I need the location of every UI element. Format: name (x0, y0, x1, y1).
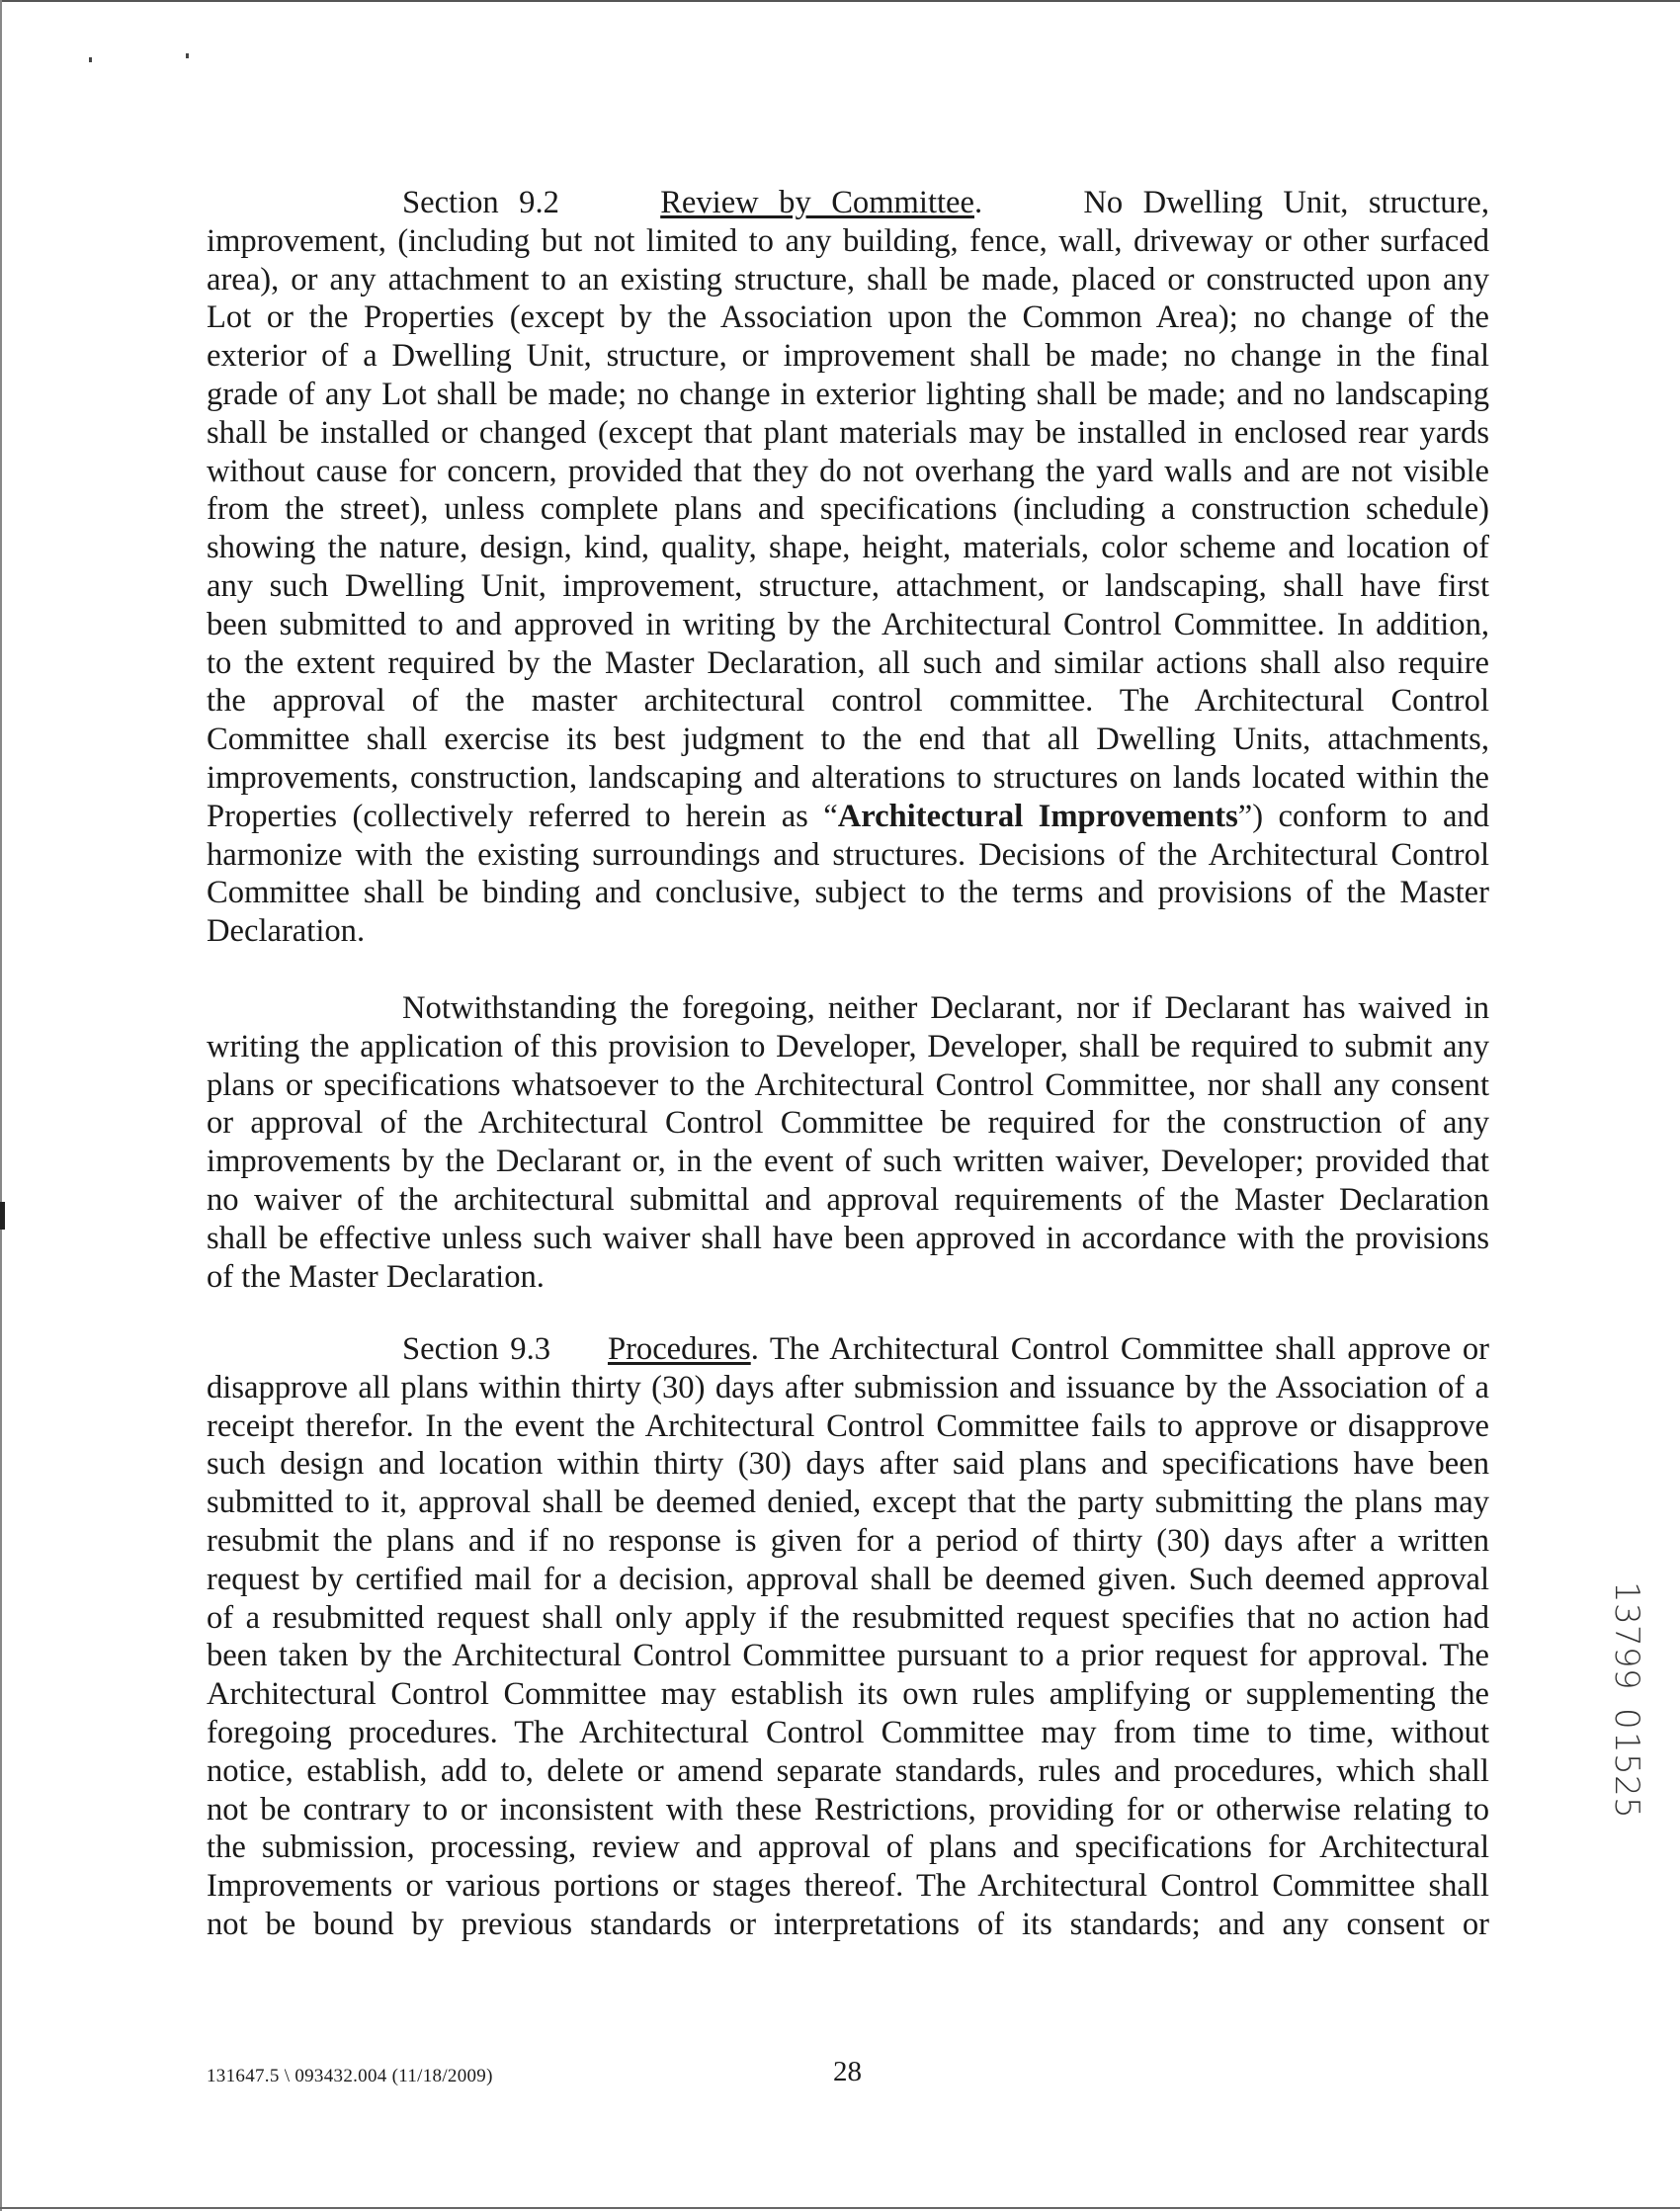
section-9-3-line: notice, establish, add to, delete or amend separate standards, rules and procedures, which shall (207, 1752, 1489, 1789)
notwithstanding-line: shall be effective unless such waiver shall have been approved in accordance with the provisions (207, 1220, 1489, 1256)
section-9-3-paragraph (207, 1330, 1489, 1944)
stamp-digit: 2 (1607, 1775, 1646, 1797)
notwithstanding-paragraph (207, 989, 1489, 1296)
scan-speck (186, 53, 189, 58)
page-number: 28 (833, 2056, 862, 2087)
section-9-3-first-line (207, 1330, 1489, 1369)
section-9-2-line: without cause for concern, provided that they do not overhang the yard walls and are not visible (207, 453, 1489, 489)
footer-document-id: 131647.5 \ 093432.004 (11/18/2009) (207, 2066, 493, 2086)
section-9-2-line: improvements, construction, landscaping and alterations to structures on lands located within the (207, 759, 1489, 796)
notwithstanding-line: plans or specifications whatsoever to the Architectural Control Committee, nor shall any consent (207, 1066, 1489, 1103)
section-9-3-line: receipt therefor. In the event the Architectural Control Committee fails to approve or disapprove (207, 1407, 1489, 1444)
stamp-digit: 9 (1607, 1647, 1646, 1668)
section-9-2-line-text: No Dwelling Unit, structure, (1083, 185, 1489, 220)
section-9-2-line: harmonize with the existing surroundings and structures. Decisions of the Architectural Control (207, 836, 1489, 873)
section-9-3-line: disapprove all plans within thirty (30) days after submission and issuance by the Association of a (207, 1369, 1489, 1405)
section-9-3-line: of a resubmitted request shall only apply if the resubmitted request specifies that no action had (207, 1599, 1489, 1636)
section-9-3-line: resubmit the plans and if no response is given for a period of thirty (30) days after a written (207, 1522, 1489, 1559)
section-9-2-line: showing the nature, design, kind, quality, shape, height, materials, color scheme and location of (207, 530, 1489, 566)
section-9-2-line: improvement, (including but not limited to any building, fence, wall, driveway or other surfaced (207, 222, 1489, 259)
section-9-2-line: been submitted to and approved in writing by the Architectural Control Committee. In addition, (207, 606, 1489, 642)
recording-number-stamp (1607, 1581, 1656, 1858)
scan-edge-tick (0, 1202, 5, 1230)
section-9-2-title: Review by Committee (660, 185, 974, 220)
section-9-2-line: from the street), unless complete plans and specifications (including a construction schedule) (207, 491, 1489, 528)
stamp-digit: 5 (1607, 1797, 1646, 1819)
section-9-3-line: the submission, processing, review and approval of plans and specifications for Architectural (207, 1829, 1489, 1866)
section-9-2-line: shall be installed or changed (except that plant materials may be installed in enclosed rear yards (207, 414, 1489, 451)
section-9-2-line: the approval of the master architectural control committee. The Architectural Control (207, 683, 1489, 720)
section-9-3-line: such design and location within thirty (30) days after said plans and specifications have been (207, 1446, 1489, 1483)
scan-edge-left (0, 0, 2, 2211)
section-9-3-line: been taken by the Architectural Control Committee pursuant to a prior request for approval. The (207, 1638, 1489, 1674)
stamp-digit: 1 (1607, 1732, 1646, 1753)
section-9-2-line: exterior of a Dwelling Unit, structure, or improvement shall be made; no change in the final (207, 338, 1489, 375)
stamp-digit: 0 (1607, 1708, 1646, 1730)
section-9-3-label: Section 9.3 (402, 1331, 551, 1367)
section-9-3-line: request by certified mail for a decision, approval shall be deemed given. Such deemed approval (207, 1561, 1489, 1597)
defined-term-post: ”) conform to and (1237, 798, 1489, 834)
section-9-2-line: Committee shall exercise its best judgment to the end that all Dwelling Units, attachments, (207, 722, 1489, 758)
notwithstanding-line: no waiver of the architectural submittal and approval requirements of the Master Declaration (207, 1181, 1489, 1218)
notwithstanding-first-line (207, 989, 1489, 1028)
section-9-2-paragraph (207, 184, 1489, 951)
stamp-digit: 7 (1607, 1625, 1646, 1647)
stamp-digit: 5 (1607, 1753, 1646, 1775)
notwithstanding-line: writing the application of this provision to Developer, Developer, shall be required to submit any (207, 1028, 1489, 1064)
section-9-3-line-text: . The Architectural Control Committee shall approve or (750, 1331, 1489, 1367)
defined-term-architectural-improvements: Architectural Improvements (837, 798, 1238, 834)
stamp-digit: 9 (1607, 1668, 1646, 1690)
section-9-2-line: Lot or the Properties (except by the Association upon the Common Area); no change of the (207, 299, 1489, 336)
section-9-2-line: area), or any attachment to an existing structure, shall be made, placed or constructed upon any (207, 261, 1489, 298)
section-9-3-line: not be bound by previous standards or interpretations of its standards; and any consent or (207, 1906, 1489, 1942)
notwithstanding-line: or approval of the Architectural Control Committee be required for the construction of any (207, 1105, 1489, 1142)
notwithstanding-line: improvements by the Declarant or, in the event of such written waiver, Developer; provided that (207, 1144, 1489, 1180)
section-9-2-line: Declaration. (207, 913, 366, 950)
section-9-3-line: Improvements or various portions or stages thereof. The Architectural Control Committee shall (207, 1868, 1489, 1905)
section-9-3-line: not be contrary to or inconsistent with these Restrictions, providing for or otherwise relating to (207, 1791, 1489, 1828)
scan-edge-top (0, 0, 1680, 2)
scan-speck (89, 57, 92, 62)
scan-edge-bottom (0, 2207, 1680, 2209)
section-9-3-line: submitted to it, approval shall be deemed denied, except that the party submitting the plans may (207, 1485, 1489, 1521)
section-9-2-line: Committee shall be binding and conclusive, subject to the terms and provisions of the Master (207, 875, 1489, 911)
section-9-2-line: to the extent required by the Master Declaration, all such and similar actions shall also require (207, 644, 1489, 681)
section-9-3-title: Procedures (607, 1331, 751, 1367)
section-9-2-label: Section 9.2 (402, 185, 559, 220)
section-9-2-line: grade of any Lot shall be made; no change in exterior lighting shall be made; and no landscaping (207, 376, 1489, 412)
section-9-2-line: any such Dwelling Unit, improvement, structure, attachment, or landscaping, shall have first (207, 567, 1489, 604)
section-9-3-line: foregoing procedures. The Architectural Control Committee may from time to time, without (207, 1714, 1489, 1750)
notwithstanding-line: of the Master Declaration. (207, 1258, 545, 1295)
section-9-3-line: Architectural Control Committee may establish its own rules amplifying or supplementing the (207, 1676, 1489, 1713)
notwithstanding-line-text: Notwithstanding the foregoing, neither Declarant, nor if Declarant has waived in (402, 990, 1489, 1026)
stamp-digit: 3 (1607, 1603, 1646, 1625)
defined-term-pre: Properties (collectively referred to herein as “ (207, 798, 838, 834)
stamp-digit: 1 (1607, 1581, 1646, 1603)
section-9-2-line-defined-term (207, 798, 1489, 836)
section-9-2-first-line: Section 9.2 Review by Committee. No Dwelling Unit, structure, (402, 185, 1489, 220)
